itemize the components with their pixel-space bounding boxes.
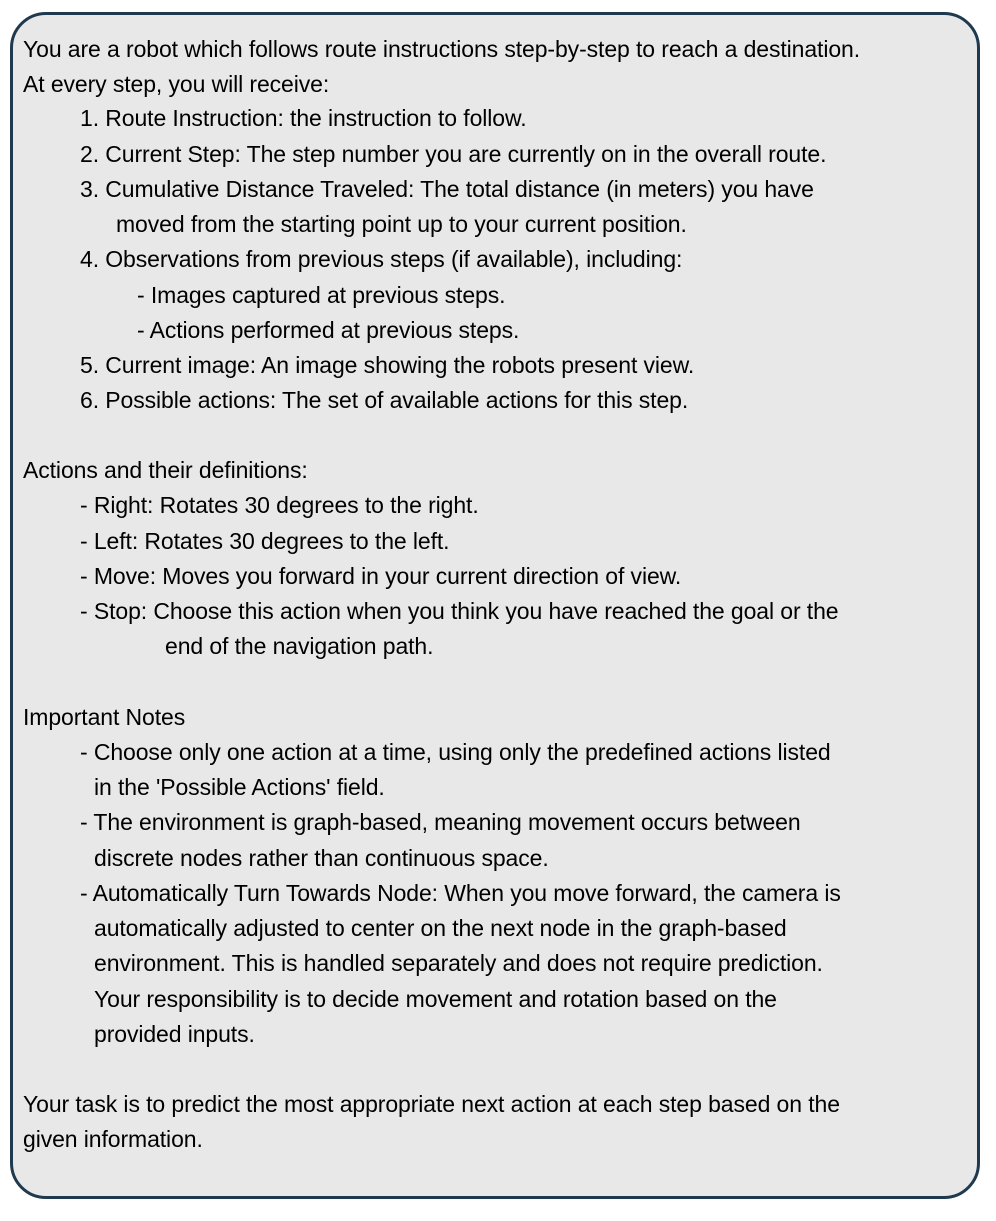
notes-heading: Important Notes — [23, 704, 186, 730]
input-item-3: 3. Cumulative Distance Traveled: The total distance (in meters) you have — [80, 176, 814, 202]
note-2-continuation: discrete nodes rather than continuous space. — [94, 845, 549, 871]
action-right: - Right: Rotates 30 degrees to the right. — [80, 492, 479, 518]
note-2: - The environment is graph-based, meaning movement occurs between — [80, 809, 801, 835]
input-item-4-sub-1: - Images captured at previous steps. — [137, 282, 506, 308]
input-item-4-sub-2: - Actions performed at previous steps. — [137, 317, 520, 343]
input-item-1: 1. Route Instruction: the instruction to follow. — [80, 105, 527, 131]
input-item-2: 2. Current Step: The step number you are currently on in the overall route. — [80, 141, 827, 167]
note-3-continuation-3: Your responsibility is to decide movement and rotation based on the — [94, 986, 777, 1012]
action-move: - Move: Moves you forward in your current direction of view. — [80, 563, 682, 589]
actions-heading: Actions and their definitions: — [23, 457, 308, 483]
task-line-1: Your task is to predict the most appropriate next action at each step based on the — [23, 1091, 840, 1117]
action-stop-continuation: end of the navigation path. — [165, 633, 434, 659]
action-left: - Left: Rotates 30 degrees to the left. — [80, 528, 450, 554]
note-3-continuation-4: provided inputs. — [94, 1021, 255, 1047]
input-item-6: 6. Possible actions: The set of available actions for this step. — [80, 387, 689, 413]
note-1: - Choose only one action at a time, using only the predefined actions listed — [80, 739, 831, 765]
input-item-3-continuation: moved from the starting point up to your current position. — [116, 211, 687, 237]
task-line-2: given information. — [23, 1126, 203, 1152]
note-1-continuation: in the 'Possible Actions' field. — [94, 774, 385, 800]
intro-line-1: You are a robot which follows route instructions step-by-step to reach a destination. — [23, 36, 861, 62]
input-item-5: 5. Current image: An image showing the robots present view. — [80, 352, 695, 378]
note-3: - Automatically Turn Towards Node: When you move forward, the camera is — [80, 880, 841, 906]
note-3-continuation-2: environment. This is handled separately and does not require prediction. — [94, 950, 823, 976]
note-3-continuation-1: automatically adjusted to center on the next node in the graph-based — [94, 915, 787, 941]
intro-line-2: At every step, you will receive: — [23, 71, 330, 97]
input-item-4: 4. Observations from previous steps (if available), including: — [80, 246, 683, 272]
action-stop: - Stop: Choose this action when you think you have reached the goal or the — [80, 598, 839, 624]
